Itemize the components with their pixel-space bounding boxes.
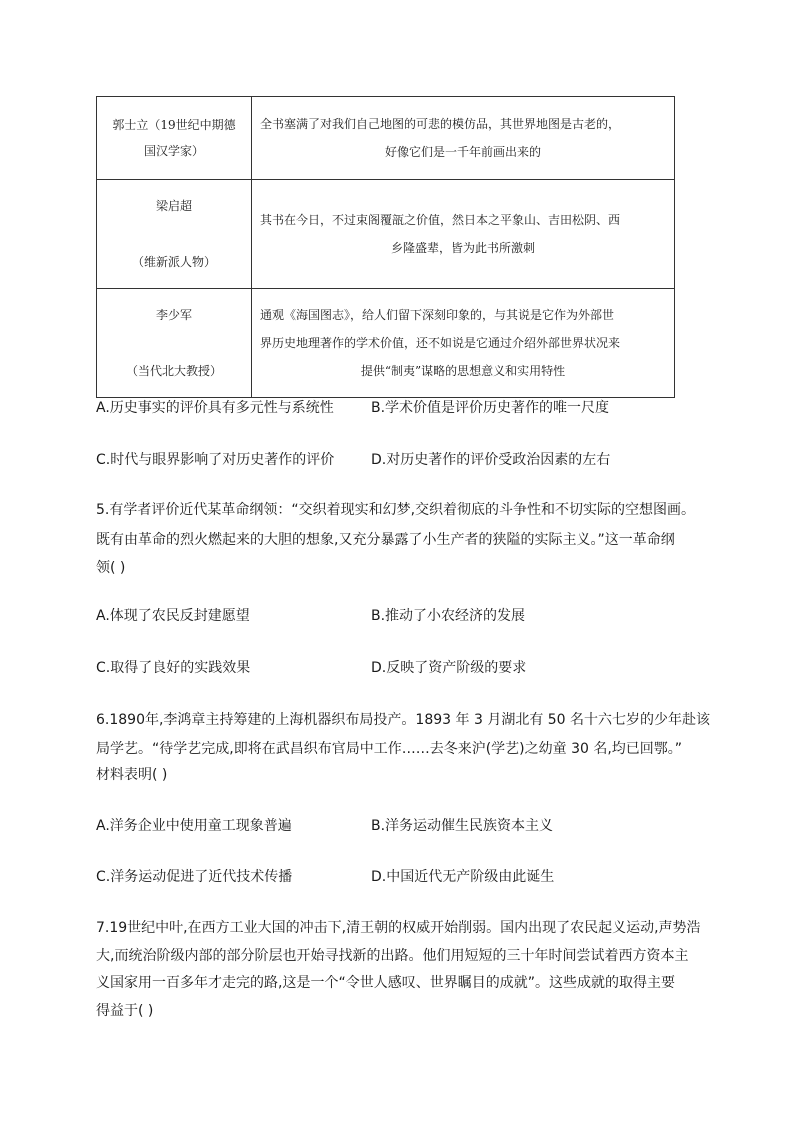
quote-text: 好像它们是一千年前画出来的 [384, 145, 541, 159]
person-role: （当代北大教授） [125, 364, 222, 378]
q6-stem: 材料表明( ) [96, 767, 168, 783]
q5-stem: 既有由革命的烈火燃起来的大胆的想象,又充分暴露了小生产者的狭隘的实际主义。”这一革命纲 [96, 532, 675, 548]
q6-option-d[interactable]: D.中国近代无产阶级由此诞生 [371, 869, 555, 885]
table-row [97, 97, 675, 180]
person-cell [97, 97, 252, 180]
person-text: 国汉学家） [143, 144, 204, 158]
q5-option-d[interactable]: D.反映了资产阶级的要求 [371, 660, 527, 676]
quote-text: 提供“制夷”谋略的思想意义和实用特性 [360, 364, 566, 378]
quote-text: 其书在今日，不过束阁覆瓿之价值，然日本之平象山、吉田松阴、西 [260, 213, 621, 227]
q4-option-d[interactable]: D.对历史著作的评价受政治因素的左右 [371, 452, 611, 468]
q6-option-b[interactable]: B.洋务运动催生民族资本主义 [371, 818, 554, 834]
q5-stem: 5.有学者评价近代某革命纲领：“交织着现实和幻梦,交织着彻底的斗争性和不切实际的空想图画。 [96, 502, 696, 518]
q5-stem: 领( ) [96, 560, 126, 576]
q7-stem: 7.19世纪中叶,在西方工业大国的冲击下,清王朝的权威开始削弱。国内出现了农民起义运动,声势浩 [96, 920, 701, 936]
person-cell [97, 289, 252, 398]
quote-text: 通观《海国图志》，给人们留下深刻印象的，与其说是它作为外部世 [260, 308, 615, 322]
person-name: 梁启超 [155, 199, 192, 213]
person-name: 李少军 [155, 308, 192, 322]
person-cell [97, 180, 252, 289]
q6-stem: 6.1890年,李鸿章主持筹建的上海机器织布局投产。1893 年 3 月湖北有 50 名十六七岁的少年赴该 [96, 712, 711, 728]
quote-text: 界历史地理著作的学术价值，还不如说是它通过介绍外部世界状况来 [260, 336, 621, 350]
person-text: 郭士立（19世纪中期德 [112, 118, 236, 132]
table-row [97, 289, 675, 398]
quote-cell [252, 97, 675, 180]
q5-option-b[interactable]: B.推动了小农经济的发展 [371, 608, 526, 624]
person-role: （维新派人物） [131, 255, 216, 269]
quote-text: 全书塞满了对我们自己地图的可悲的模仿品，其世界地图是古老的， [260, 117, 621, 131]
table-row [97, 180, 675, 289]
q4-option-c[interactable]: C.时代与眼界影响了对历史著作的评价 [96, 452, 335, 468]
q7-stem: 大,而统治阶级内部的部分阶层也开始寻找新的出路。他们用短短的三十年时间尝试着西方资本主 [96, 948, 689, 964]
q4-option-a[interactable]: A.历史事实的评价具有多元性与系统性 [96, 400, 334, 416]
q7-stem: 义国家用一百多年才走完的路,这是一个“令世人感叹、世界瞩目的成就”。这些成就的取得主要 [96, 975, 675, 991]
q6-stem: 局学艺。“待学艺完成,即将在武昌织布官局中工作……去冬来沪(学艺)之幼童 30 名,均已回鄂。” [96, 741, 683, 757]
q5-option-c[interactable]: C.取得了良好的实践效果 [96, 660, 251, 676]
q6-option-a[interactable]: A.洋务企业中使用童工现象普遍 [96, 818, 292, 834]
evaluation-table [96, 96, 675, 398]
quote-cell [252, 289, 675, 398]
q5-option-a[interactable]: A.体现了农民反封建愿望 [96, 608, 250, 624]
q7-stem: 得益于( ) [96, 1003, 154, 1019]
quote-cell [252, 180, 675, 289]
q4-option-b[interactable]: B.学术价值是评价历史著作的唯一尺度 [371, 400, 610, 416]
quote-text: 乡隆盛辈，皆为此书所激刺 [390, 241, 535, 255]
q6-option-c[interactable]: C.洋务运动促进了近代技术传播 [96, 869, 293, 885]
